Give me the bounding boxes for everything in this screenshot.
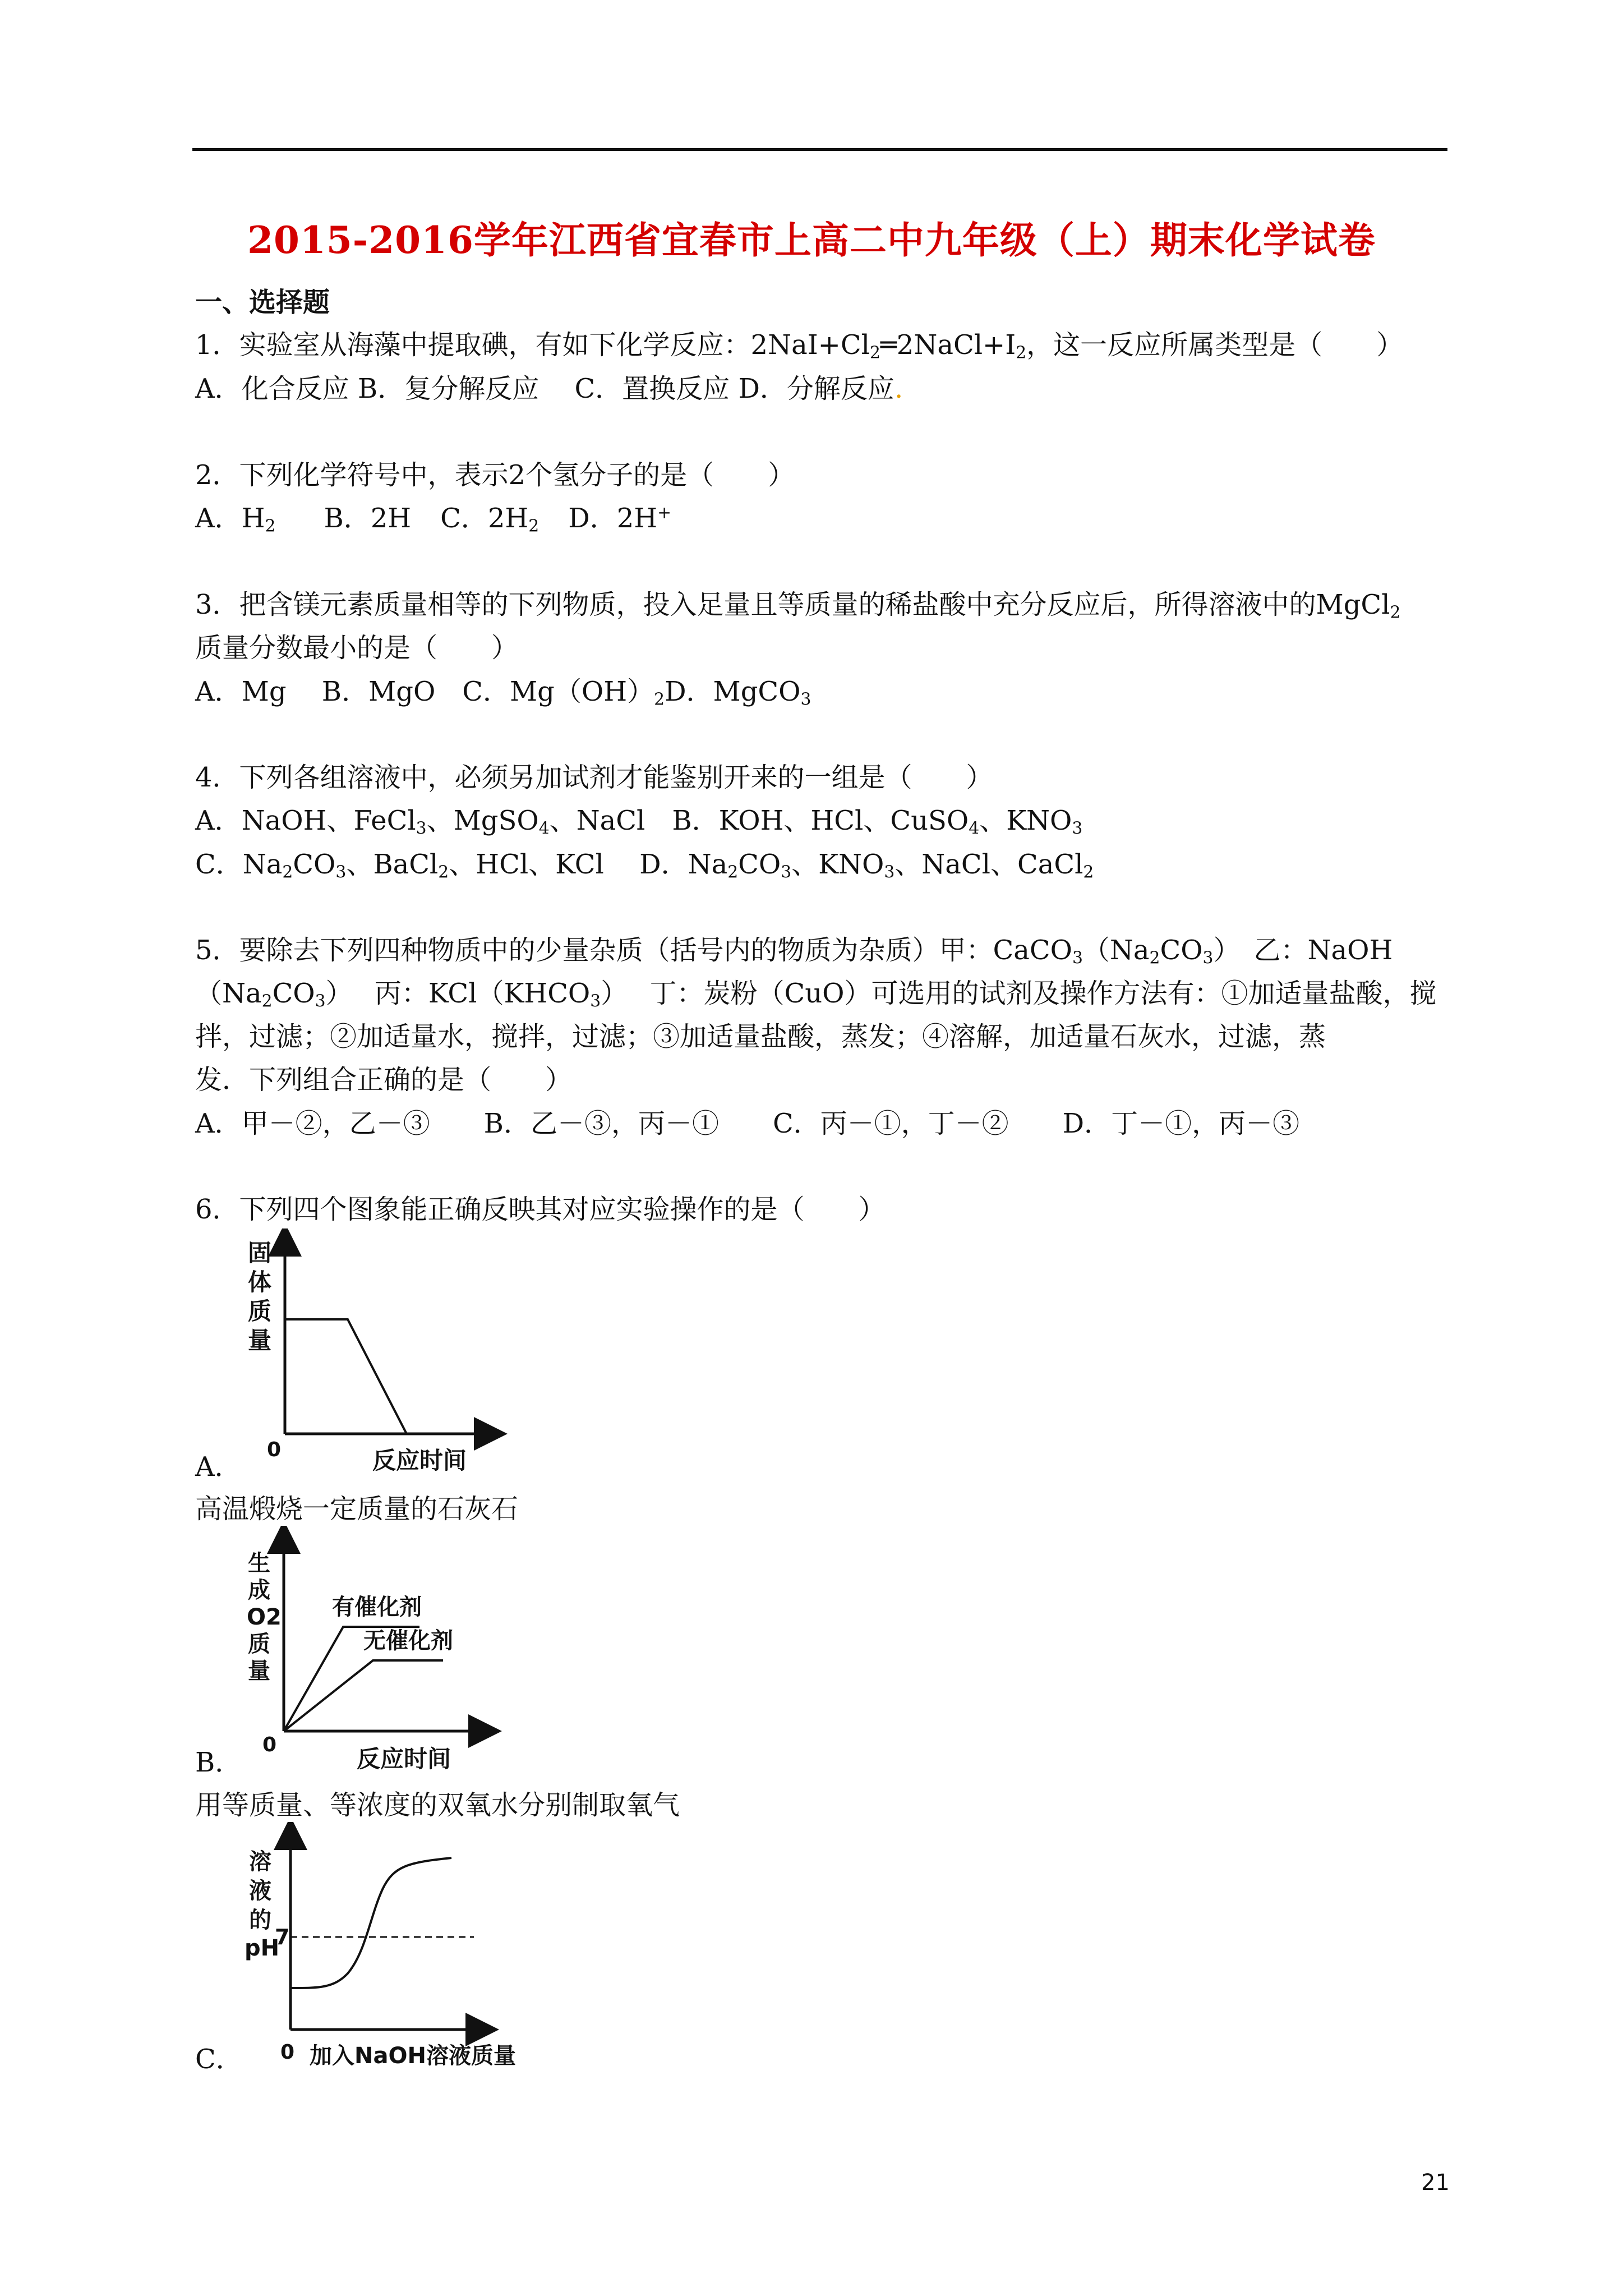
figure-a-origin: 0: [267, 1438, 282, 1461]
question-6-option-b-desc: 用等质量、等浓度的双氧水分别制取氧气: [195, 1789, 680, 1821]
figure-c-ylabel-2: 液: [249, 1878, 271, 1904]
question-6-option-a-desc: 高温煅烧一定质量的石灰石: [195, 1493, 519, 1525]
figure-b-ylabel-2: 成: [248, 1577, 270, 1603]
figure-a-ylabel-4: 量: [248, 1327, 272, 1354]
question-6-stem: 6．下列四个图象能正确反映其对应实验操作的是（ ）: [195, 1194, 886, 1225]
figure-a-ylabel-3: 质: [248, 1297, 272, 1325]
question-4-options-row1: A．NaOH、FeCl$_3$、MgSO$_4$、NaCl B．KOH、HCl、CuSO$_4$、$KNO_3$: [195, 805, 1083, 839]
question-1-options: A．化合反应 B．复分解反应 C．置换反应 D．分解反应.: [195, 373, 903, 404]
figure-c-ylabel-3: 的: [249, 1907, 271, 1933]
question-6-option-b-label: B．: [195, 1747, 242, 1778]
question-3-stem-line2: 质量分数最小的是（ ）: [195, 632, 519, 664]
figure-b-ylabel-3: O2: [247, 1604, 282, 1630]
question-3-options: A．Mg B．MgO C．$Mg(OH)_2D$．MgCO$_3$: [195, 676, 811, 710]
figure-b-label-no-catalyst: 无催化剂: [363, 1628, 453, 1654]
question-5-options: A．甲－②，乙－③ B．乙－③，丙－① C．丙－①，丁－② D．丁－①，丙－③: [195, 1108, 1300, 1139]
figure-a-ylabel-1: 固: [248, 1239, 272, 1267]
figure-c-ylabel-4: pH: [245, 1935, 280, 1961]
header-rule: [192, 148, 1447, 151]
figure-a-curve: [285, 1319, 407, 1434]
question-5-line2: $(Na_2CO_3)$ 丙：$KCl(KHCO_3)$ 丁：炭粉（CuO）可选用的试剂及操作方法有：①加适量盐酸，搅: [195, 978, 1437, 1011]
figure-b-curve-no-catalyst: [284, 1660, 443, 1731]
figure-a-xlabel: 反应时间: [372, 1447, 467, 1474]
figure-c-curve: [291, 1858, 451, 1988]
figure-b-ylabel-1: 生: [248, 1550, 270, 1576]
figure-c-ylabel-1: 溶: [249, 1849, 271, 1875]
figure-a-ylabel-2: 体: [248, 1268, 272, 1296]
figure-b-label-catalyst: 有催化剂: [332, 1594, 422, 1620]
question-6-option-c-label: C．: [195, 2044, 243, 2075]
figure-a-graph: [236, 1228, 516, 1487]
question-5-line3: 拌，过滤；②加适量水，搅拌，过滤；③加适量盐酸，蒸发；④溶解，加适量石灰水，过滤，蒸: [195, 1021, 1326, 1052]
figure-b-origin: 0: [262, 1733, 277, 1756]
figure-c-graph: [236, 1822, 550, 2069]
figure-b-graph: [236, 1526, 516, 1773]
page-title: 2015-2016学年江西省宜春市上高二中九年级（上）期末化学试卷: [247, 218, 1376, 262]
figure-c-xlabel: 加入NaOH溶液质量: [310, 2043, 516, 2069]
question-5-line4: 发．下列组合正确的是（ ）: [195, 1064, 573, 1096]
figure-b-xlabel: 反应时间: [357, 1745, 451, 1773]
question-3-stem-line1: 3．把含镁元素质量相等的下列物质，投入足量且等质量的稀盐酸中充分反应后，所得溶液中的MgCl$_2$: [195, 589, 1401, 623]
question-1-stem: 1．实验室从海藻中提取碘，有如下化学反应：$2NaI+Cl_2═2NaCl+I_2$，这一反应所属类型是（ ）: [195, 329, 1404, 363]
question-5-line1: 5．要除去下列四种物质中的少量杂质（括号内的物质为杂质）甲：$CaCO_3(Na_2CO_3)$ 乙：NaOH: [195, 935, 1393, 968]
section-heading: 一、选择题: [195, 287, 330, 318]
question-4-stem: 4．下列各组溶液中，必须另加试剂才能鉴别开来的一组是（ ）: [195, 762, 993, 793]
question-6-option-a-label: A．: [195, 1451, 242, 1483]
question-2-options: A．$H_2$ B．2H C．$2H_2$ D．2H+: [195, 503, 672, 536]
figure-c-origin: 0: [280, 2041, 295, 2064]
figure-b-ylabel-4: 质: [248, 1631, 270, 1657]
figure-b-ylabel-5: 量: [248, 1658, 270, 1684]
question-2-stem: 2．下列化学符号中，表示2个氢分子的是（ ）: [195, 459, 795, 491]
question-4-options-row2: C．$Na_2CO_3$、BaCl$_2$、HCl、KCl D．$Na_2CO_3$、$KNO_3$、NaCl、CaCl$_2$: [195, 849, 1094, 882]
figure-c-ref-7: 7: [275, 1925, 290, 1949]
page-number: 21: [1421, 2170, 1450, 2196]
